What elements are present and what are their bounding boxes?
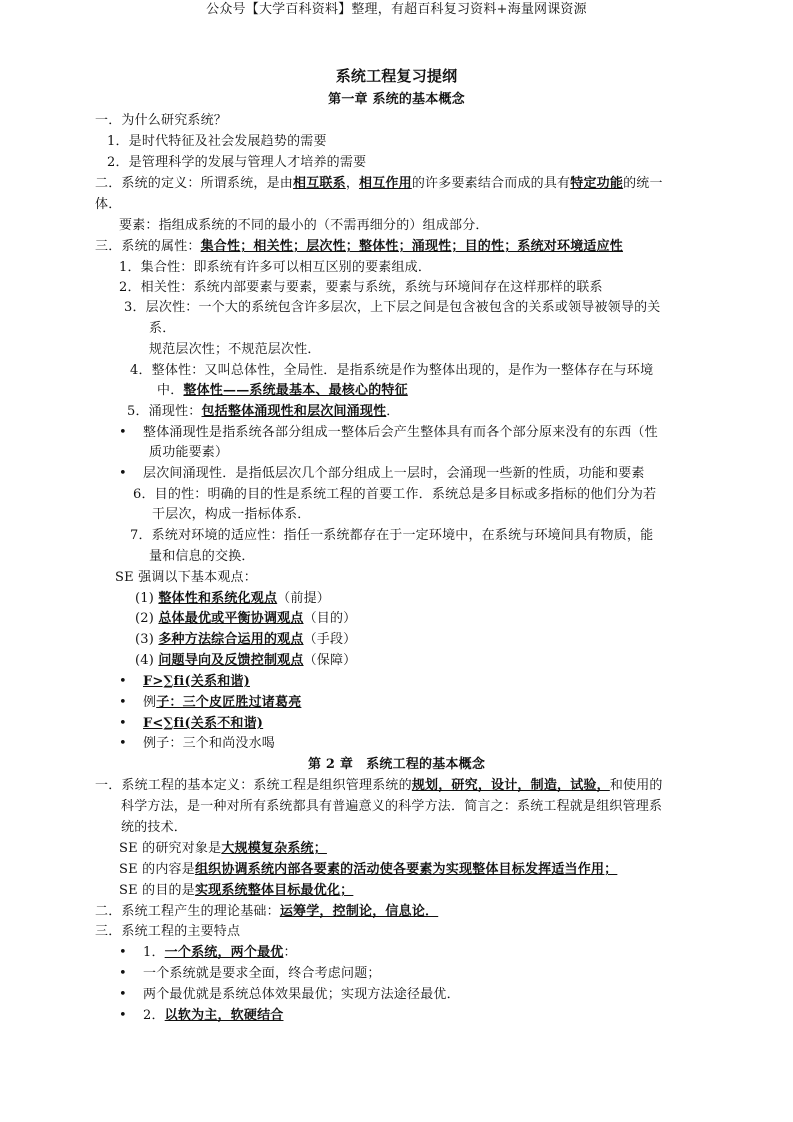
se-theory-basis: 二．系统工程产生的理论基础：运筹学，控制论，信息论． bbox=[95, 904, 439, 919]
property-4-cont: 中．整体性——系统最基本、最核心的特征 bbox=[157, 383, 408, 398]
feature-2: 2．以软为主，软硬结合 bbox=[143, 1008, 284, 1023]
bullet-icon: • bbox=[119, 425, 127, 440]
formula-harmony: F>∑fi(关系和谐) bbox=[143, 674, 250, 689]
se-research-object: SE 的研究对象是大规模复杂系统； bbox=[119, 841, 327, 856]
emphasis: 相互联系 bbox=[293, 176, 346, 191]
emphasis: 组织协调系统内部各要素的活动使各要素为实现整体目标发挥适当作用； bbox=[194, 862, 618, 877]
viewpoint-2: (2) 总体最优或平衡协调观点（目的） bbox=[135, 611, 357, 626]
se-purpose: SE 的目的是实现系统整体目标最优化； bbox=[119, 883, 354, 898]
property-6: 6．目的性：明确的目的性是系统工程的首要工作．系统总是多目标或多指标的他们分为若 bbox=[133, 487, 657, 502]
formula-disharmony: F<∑fi(关系不和谐) bbox=[143, 716, 264, 731]
property-1: 1．集合性：即系统有许多可以相互区别的要素组成． bbox=[119, 260, 432, 275]
bullet-text: 整体涌现性是指系统各部分组成一整体后会产生整体具有而各个部分原来没有的东西（性 bbox=[143, 425, 658, 440]
property-3-note: 规范层次性；不规范层次性． bbox=[149, 342, 321, 357]
emphasis: 实现系统整体目标最优化； bbox=[194, 883, 354, 898]
emphasis: 子：三个皮匠胜过诸葛亮 bbox=[156, 695, 302, 710]
emphasis: 问题导向及反馈控制观点 bbox=[158, 653, 304, 668]
bullet-icon: • bbox=[119, 736, 127, 751]
bullet-icon: • bbox=[119, 716, 127, 731]
reason-1: 1．是时代特征及社会发展趋势的需要 bbox=[107, 134, 327, 149]
property-4: 4．整体性：又叫总体性，全局性．是指系统是作为整体出现的，是作为一整体存在与环境 bbox=[130, 363, 654, 378]
page-header: 公众号【大学百科资料】整理，有超百科复习资料+海量网课资源 bbox=[206, 2, 587, 17]
bullet-icon: • bbox=[119, 466, 127, 481]
bullet-icon: • bbox=[119, 1008, 127, 1023]
system-properties: 三．系统的属性：集合性；相关性；层次性；整体性；涌现性；目的性；系统对环境适应性 bbox=[95, 239, 624, 254]
viewpoint-3: (3) 多种方法综合运用的观点（手段） bbox=[135, 632, 357, 647]
property-6-cont: 干层次，构成一指标体系． bbox=[152, 507, 311, 522]
se-features-heading: 三．系统工程的主要特点 bbox=[95, 924, 241, 939]
emphasis: 以软为主，软硬结合 bbox=[164, 1008, 284, 1023]
viewpoint-1: (1) 整体性和系统化观点（前提） bbox=[135, 591, 330, 606]
bullet-icon: • bbox=[119, 945, 127, 960]
feature-1-detail-2: 两个最优就是系统总体效果最优；实现方法途径最优． bbox=[143, 987, 460, 1002]
feature-1: 1．一个系统，两个最优： bbox=[143, 945, 297, 960]
se-definition: 一．系统工程的基本定义：系统工程是组织管理系统的规划，研究，设计，制造，试验，和使用的 bbox=[95, 778, 663, 793]
se-definition-cont: 科学方法，是一种对所有系统都具有普遍意义的科学方法．简言之：系统工程就是组织管理系 bbox=[121, 799, 663, 814]
bullet-text: 层次间涌现性．是指低层次几个部分组成上一层时，会涌现一些新的性质，功能和要素 bbox=[143, 466, 645, 481]
bullet-icon: • bbox=[119, 674, 127, 689]
element-definition: 要素：指组成系统的不同的最小的（不需再细分的）组成部分． bbox=[119, 218, 489, 233]
emphasis: 集合性；相关性；层次性；整体性；涌现性；目的性；系统对环境适应性 bbox=[200, 239, 624, 254]
emphasis: 运筹学，控制论，信息论． bbox=[279, 904, 439, 919]
chapter-2-heading: 第 2 章 系统工程的基本概念 bbox=[307, 757, 486, 772]
reason-2: 2．是管理科学的发展与管理人才培养的需要 bbox=[107, 155, 367, 170]
se-viewpoints-heading: SE 强调以下基本观点： bbox=[115, 570, 257, 585]
feature-1-detail-1: 一个系统就是要求全面，终合考虑问题； bbox=[143, 966, 381, 981]
section-1-heading: 一．为什么研究系统？ bbox=[95, 113, 228, 128]
emphasis: 总体最优或平衡协调观点 bbox=[158, 611, 304, 626]
se-content: SE 的内容是组织协调系统内部各要素的活动使各要素为实现整体目标发挥适当作用； bbox=[119, 862, 618, 877]
property-5: 5．涌现性：包括整体涌现性和层次间涌现性． bbox=[127, 404, 400, 419]
emphasis: 整体性和系统化观点 bbox=[158, 591, 278, 606]
bullet-text-cont: 质功能要素） bbox=[149, 445, 229, 460]
chapter-1-heading: 第一章 系统的基本概念 bbox=[328, 92, 465, 107]
property-7-cont: 量和信息的交换． bbox=[149, 549, 255, 564]
property-3-cont: 系． bbox=[149, 321, 176, 336]
example-1: 例子：三个皮匠胜过诸葛亮 bbox=[143, 695, 302, 710]
example-2: 例子：三个和尚没水喝 bbox=[143, 736, 276, 751]
emphasis: 一个系统，两个最优 bbox=[164, 945, 284, 960]
emphasis: 规划，研究，设计，制造，试验， bbox=[411, 778, 610, 793]
emphasis: 整体性——系统最基本、最核心的特征 bbox=[183, 383, 408, 398]
bullet-icon: • bbox=[119, 695, 127, 710]
document-title: 系统工程复习提纲 bbox=[335, 67, 458, 85]
property-3: 3．层次性：一个大的系统包含许多层次，上下层之间是包含被包含的关系或领导被领导的关 bbox=[124, 300, 661, 315]
property-2: 2．相关性：系统内部要素与要素，要素与系统，系统与环境间存在这样那样的联系 bbox=[119, 280, 603, 295]
bullet-icon: • bbox=[119, 966, 127, 981]
emphasis: 多种方法综合运用的观点 bbox=[158, 632, 304, 647]
viewpoint-4: (4) 问题导向及反馈控制观点（保障） bbox=[135, 653, 357, 668]
system-definition-cont: 体． bbox=[95, 197, 122, 212]
emphasis: 大规模复杂系统； bbox=[221, 841, 327, 856]
emphasis: 特定功能 bbox=[570, 176, 624, 191]
system-definition: 二．系统的定义：所谓系统，是由相互联系，相互作用的许多要素结合而成的具有特定功能的统一 bbox=[95, 176, 663, 191]
emphasis: 相互作用 bbox=[359, 176, 412, 191]
se-definition-cont-2: 统的技术． bbox=[121, 820, 188, 835]
property-7: 7．系统对环境的适应性：指任一系统都存在于一定环境中，在系统与环境间具有物质，能 bbox=[130, 528, 654, 543]
emphasis: 包括整体涌现性和层次间涌现性 bbox=[201, 404, 387, 419]
bullet-icon: • bbox=[119, 987, 127, 1002]
